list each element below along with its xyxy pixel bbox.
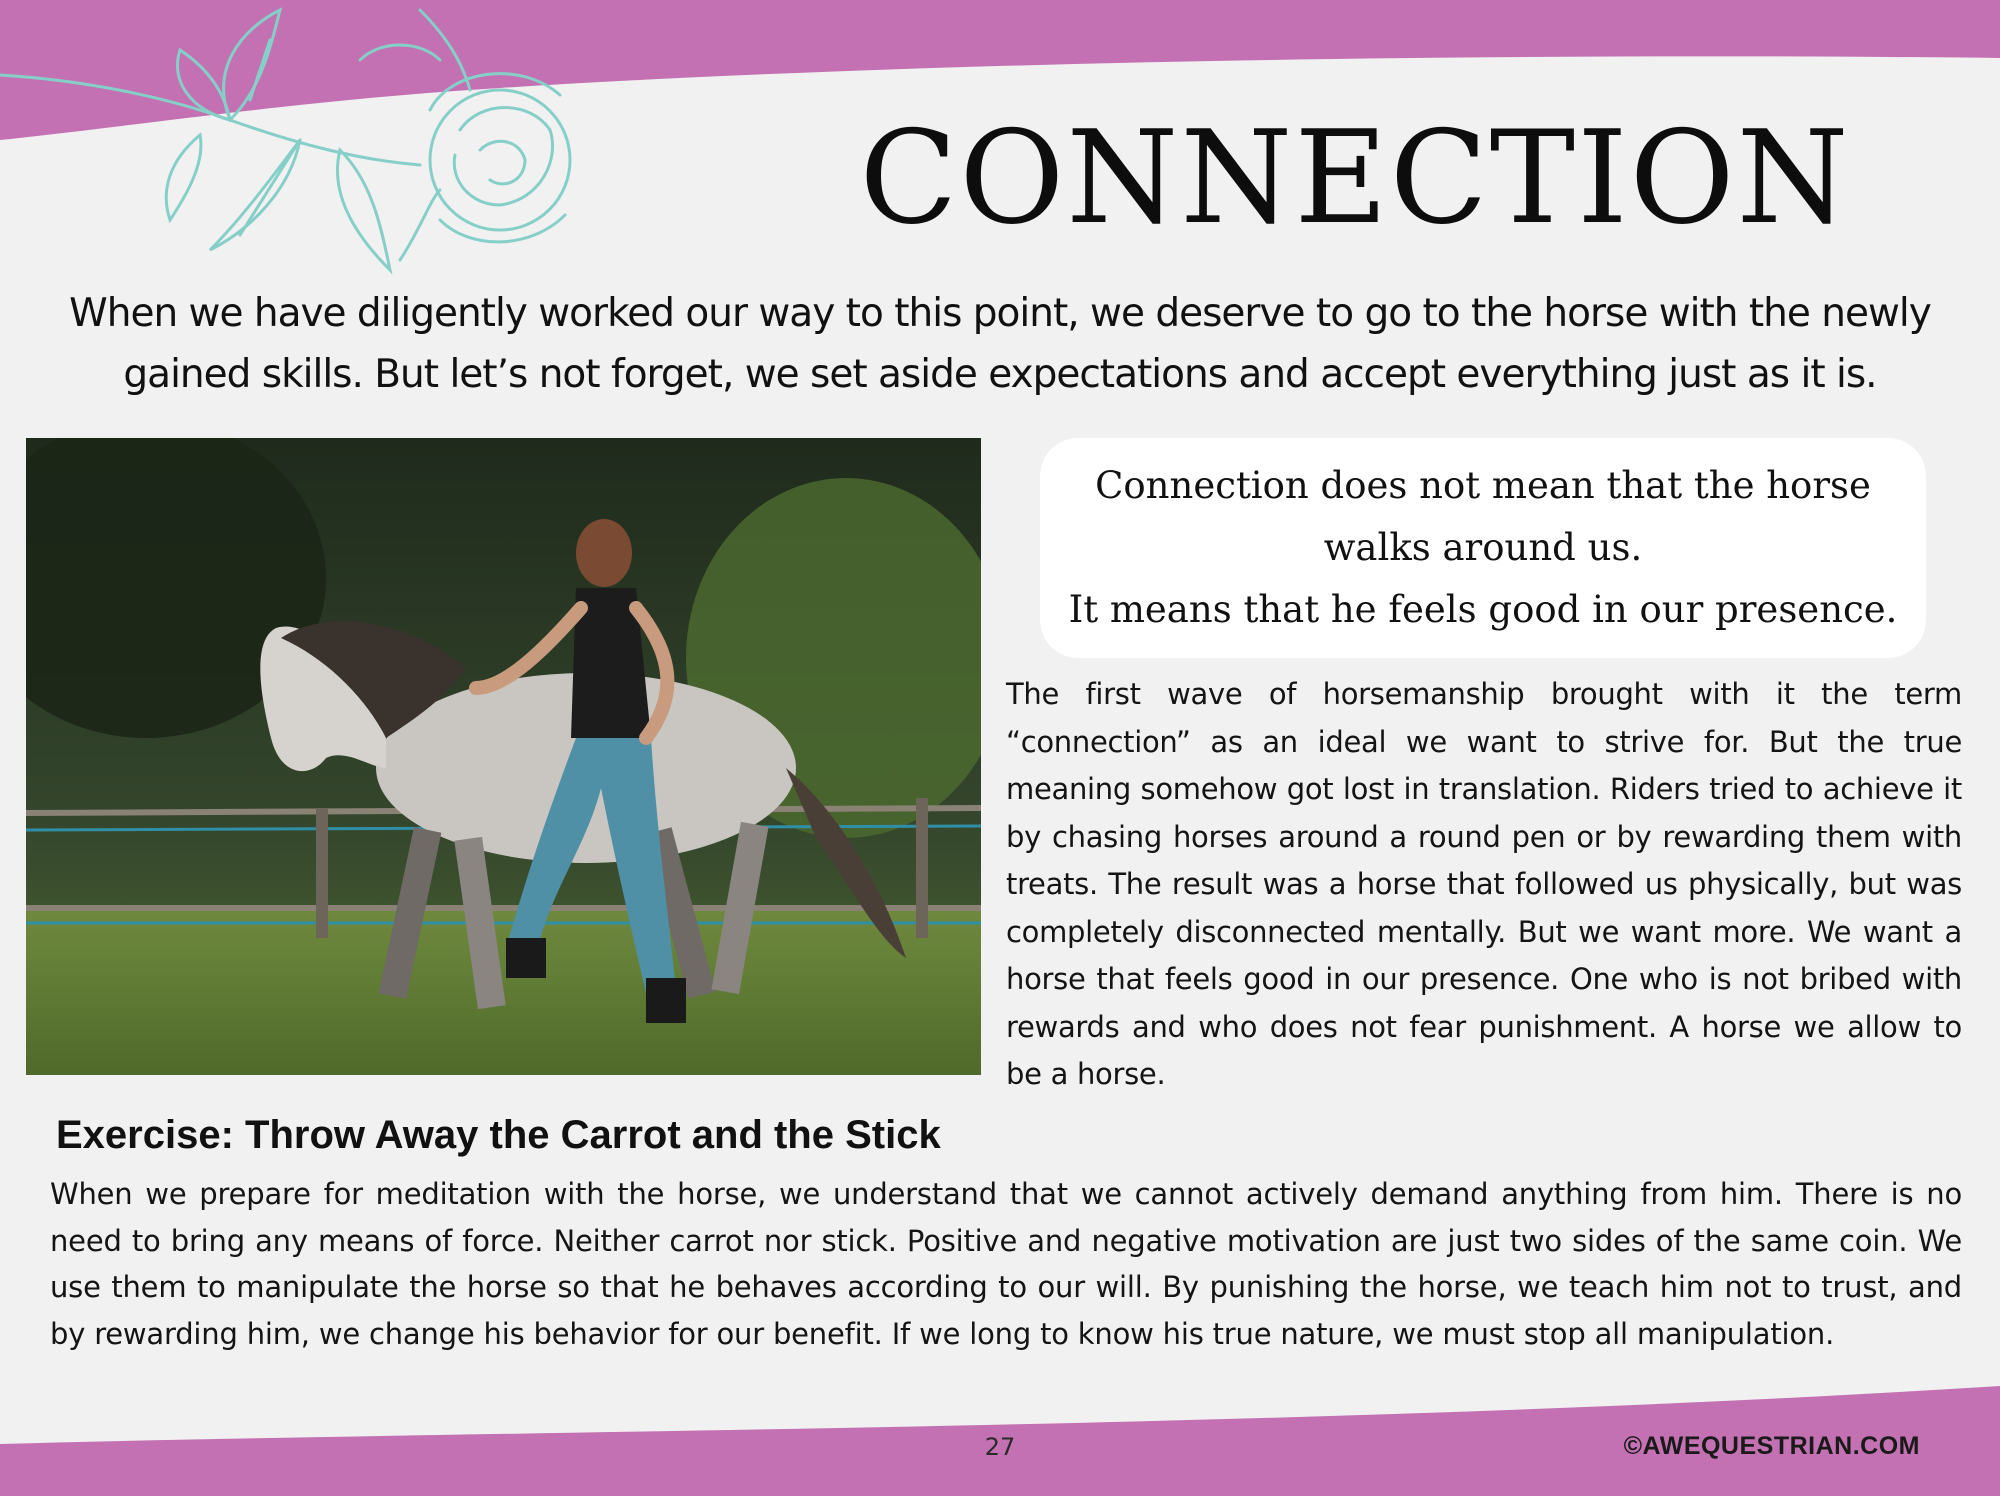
quote-line-2: It means that he feels good in our presence. <box>1068 588 1898 631</box>
rose-illustration-icon <box>0 0 620 300</box>
page-title: CONNECTION <box>859 104 1851 253</box>
page-number: 27 <box>984 1433 1016 1461</box>
site-credit: ©AWEQUESTRIAN.COM <box>1623 1432 1920 1460</box>
quote-box <box>1040 438 1926 658</box>
pull-quote <box>1040 455 1926 641</box>
horse-and-rider-photo <box>26 438 981 1075</box>
quote-line-1: Connection does not mean that the horse walks around us. <box>1095 464 1871 569</box>
body-paragraph: The first wave of horsemanship brought with it the term “connection” as an ideal we want to strive for. But the true meaning somehow got lost in translation. Riders tried to achieve it by chasing horses around a round pen or by rewarding them with treats. The result was a horse that followed us physically, but was completely disconnected mentally. But we want more. We want a horse that feels good in our presence. One who is not bribed with rewards and who does not fear punishment. A horse we allow to be a horse. <box>1006 677 1962 1091</box>
exercise-paragraph: When we prepare for meditation with the horse, we understand that we cannot actively demand anything from him. There is no need to bring any means of force. Neither carrot nor stick. Positive and negative motivation are just two sides of the same coin. We use them to manipulate the horse so that he behaves according to our will. By punishing the horse, we teach him not to trust, and by rewarding him, we change his behavior for our benefit. If we long to know his true nature, we must stop all manipulation. <box>50 1177 1962 1351</box>
intro-paragraph: When we have diligently worked our way to this point, we deserve to go to the horse with the newly gained skills. But let’s not forget, we set aside expectations and accept everything just as it is. <box>69 291 1931 397</box>
exercise-heading: Exercise: Throw Away the Carrot and the Stick <box>56 1113 941 1157</box>
